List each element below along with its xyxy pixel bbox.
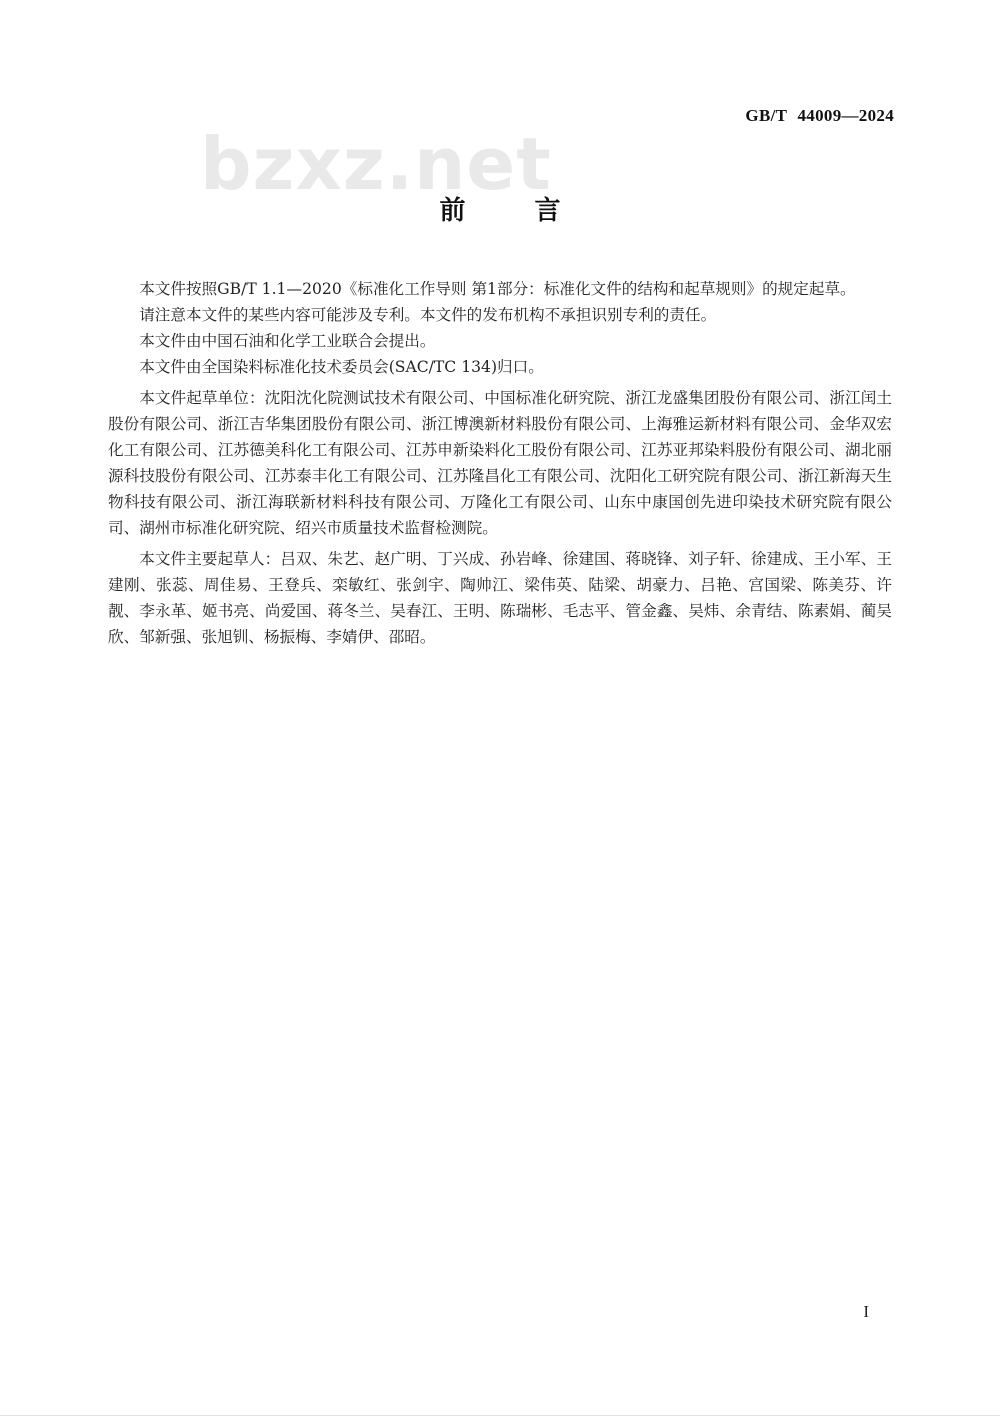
foreword-body [108,276,892,650]
watermark: bzxz.net [200,122,552,206]
paragraph-patent-notice: 请注意本文件的某些内容可能涉及专利。本文件的发布机构不承担识别专利的责任。 [139,306,717,324]
page-bottom-divider [0,1415,1000,1416]
page-title: 前 言 [439,196,591,226]
paragraph-drafting-units: 本文件起草单位：沈阳沈化院测试技术有限公司、中国标准化研究院、浙江龙盛集团股份有限公司、浙江闰土股份有限公司、浙江吉华集团股份有限公司、浙江博澳新材料股份有限公司、上海雅运新材料有限公司、金华双宏化工有限公司、江苏德美科化工有限公司、江苏申新染料化工股份有限公司、江苏亚邦染料股份有限公司、湖北丽源科技股份有限公司、江苏泰丰化工有限公司、江苏隆昌化工有限公司、沈阳化工研究院有限公司、浙江新海天生物科技有限公司、浙江海联新材料科技有限公司、万隆化工有限公司、山东中康国创先进印染技术研究院有限公司、湖州市标准化研究院、绍兴市质量技术监督检测院。 [108,389,892,537]
paragraph-proposer: 本文件由中国石油和化学工业联合会提出。 [139,332,436,350]
standard-number: GB/T 44009—2024 [745,106,894,125]
page-number: I [863,1302,869,1321]
paragraph-drafting-rules: 本文件按照GB/T 1.1—2020《标准化工作导则 第1部分：标准化文件的结构和起草规则》的规定起草。 [139,280,856,298]
paragraph-drafters: 本文件主要起草人：吕双、朱艺、赵广明、丁兴成、孙岩峰、徐建国、蒋晓锋、刘子轩、徐建成、王小军、王建刚、张蕊、周佳易、王登兵、栾敏红、张剑宇、陶帅江、梁伟英、陆梁、胡豪力、吕艳、宫国梁、陈美芬、许靓、李永革、姬书亮、尚爱国、蒋冬兰、吴春江、王明、陈瑞彬、毛志平、管金鑫、吴炜、余青结、陈素娟、蔺吴欣、邹新强、张旭钏、杨振梅、李婧伊、邵昭。 [108,550,892,646]
paragraph-committee: 本文件由全国染料标准化技术委员会(SAC/TC 134)归口。 [139,358,544,376]
